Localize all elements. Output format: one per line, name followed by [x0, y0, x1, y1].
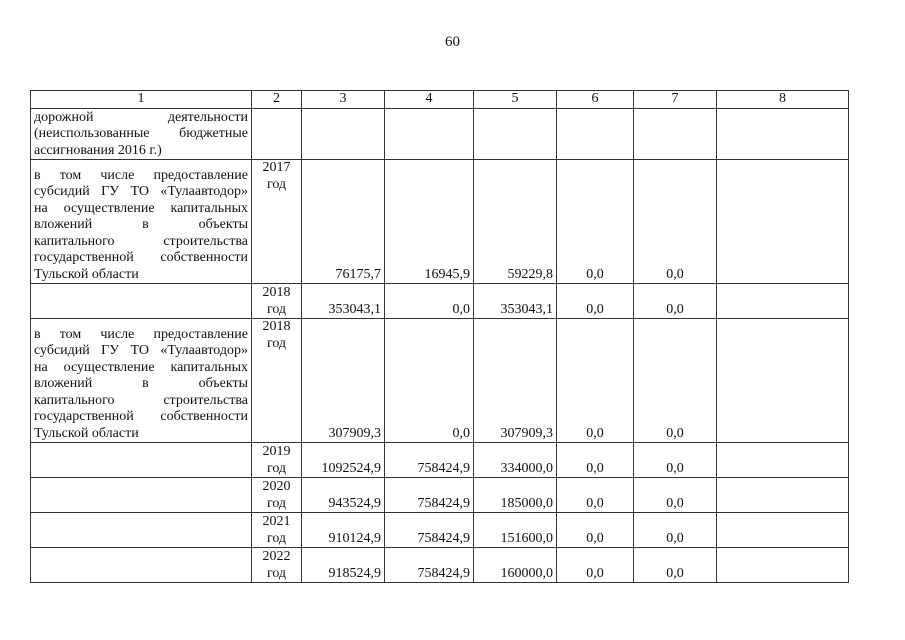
- description-line: ассигнования 2016 г.): [34, 142, 162, 158]
- description-line: вложений в объекты: [34, 376, 248, 391]
- value-cell-c8: [717, 443, 849, 478]
- description-line: в том числе предоставление: [34, 326, 248, 342]
- value-cell-c3: 1092524,9: [302, 443, 385, 478]
- row-year: [252, 109, 302, 160]
- description-line: государственной собственности: [34, 250, 248, 265]
- value-cell-c6: 0,0: [557, 160, 634, 284]
- value-cell-c5: 353043,1: [474, 284, 557, 319]
- column-header: 2: [252, 91, 302, 109]
- value-cell-c3: 307909,3: [302, 319, 385, 443]
- value-cell-c6: 0,0: [557, 548, 634, 583]
- value-cell-c3: 918524,9: [302, 548, 385, 583]
- value-cell-c6: [557, 109, 634, 160]
- value-cell-c6: 0,0: [557, 478, 634, 513]
- description-line: Тульской области: [34, 425, 139, 441]
- value-cell-c4: 16945,9: [385, 160, 474, 284]
- row-year: 2017 год: [252, 160, 302, 284]
- description-line: на осуществление капитальных: [34, 359, 248, 375]
- value-cell-c7: 0,0: [634, 160, 717, 284]
- value-cell-c8: [717, 284, 849, 319]
- column-header: 7: [634, 91, 717, 109]
- value-cell-c8: [717, 513, 849, 548]
- column-header: 3: [302, 91, 385, 109]
- value-cell-c8: [717, 548, 849, 583]
- description-line: (неиспользованные бюджетные: [34, 126, 248, 141]
- value-cell-c4: 758424,9: [385, 548, 474, 583]
- row-description: [31, 284, 252, 319]
- budget-table: [30, 90, 849, 583]
- row-description: [31, 319, 252, 443]
- row-year: 2020 год: [252, 478, 302, 513]
- value-cell-c5: [474, 109, 557, 160]
- value-cell-c4: 0,0: [385, 284, 474, 319]
- column-header: 5: [474, 91, 557, 109]
- value-cell-c4: 758424,9: [385, 513, 474, 548]
- table-row: [31, 160, 849, 284]
- value-cell-c7: 0,0: [634, 478, 717, 513]
- description-line: в том числе предоставление: [34, 167, 248, 183]
- description-line: капитального строительства: [34, 392, 248, 408]
- table-row: [31, 284, 849, 319]
- row-description: [31, 478, 252, 513]
- value-cell-c4: 758424,9: [385, 478, 474, 513]
- value-cell-c6: 0,0: [557, 513, 634, 548]
- value-cell-c6: 0,0: [557, 319, 634, 443]
- value-cell-c4: [385, 109, 474, 160]
- row-year: 2022 год: [252, 548, 302, 583]
- value-cell-c3: [302, 109, 385, 160]
- row-description: [31, 160, 252, 284]
- row-year: 2018 год: [252, 284, 302, 319]
- header-row: [31, 91, 849, 109]
- table-row: [31, 109, 849, 160]
- value-cell-c7: 0,0: [634, 443, 717, 478]
- table-row: [31, 478, 849, 513]
- column-header: 8: [717, 91, 849, 109]
- value-cell-c4: 0,0: [385, 319, 474, 443]
- value-cell-c7: [634, 109, 717, 160]
- value-cell-c5: 185000,0: [474, 478, 557, 513]
- value-cell-c5: 59229,8: [474, 160, 557, 284]
- value-cell-c6: 0,0: [557, 284, 634, 319]
- value-cell-c8: [717, 160, 849, 284]
- column-header: 6: [557, 91, 634, 109]
- description-line: вложений в объекты: [34, 217, 248, 232]
- row-description: [31, 109, 252, 160]
- description-line: Тульской области: [34, 266, 139, 282]
- row-description: [31, 548, 252, 583]
- page-number: 60: [445, 34, 460, 50]
- value-cell-c5: 334000,0: [474, 443, 557, 478]
- table-row: [31, 443, 849, 478]
- description-line: субсидий ГУ ТО «Тулаавтодор»: [34, 343, 248, 358]
- value-cell-c3: 76175,7: [302, 160, 385, 284]
- table-row: [31, 319, 849, 443]
- value-cell-c8: [717, 478, 849, 513]
- value-cell-c8: [717, 109, 849, 160]
- description-line: дорожной деятельности: [34, 109, 248, 125]
- table-row: [31, 548, 849, 583]
- value-cell-c3: 353043,1: [302, 284, 385, 319]
- value-cell-c7: 0,0: [634, 319, 717, 443]
- row-year: 2018 год: [252, 319, 302, 443]
- column-header: 1: [31, 91, 252, 109]
- value-cell-c5: 160000,0: [474, 548, 557, 583]
- value-cell-c4: 758424,9: [385, 443, 474, 478]
- value-cell-c8: [717, 319, 849, 443]
- column-header: 4: [385, 91, 474, 109]
- table-row: [31, 513, 849, 548]
- value-cell-c7: 0,0: [634, 548, 717, 583]
- description-line: капитального строительства: [34, 233, 248, 249]
- row-year: 2019 год: [252, 443, 302, 478]
- value-cell-c3: 943524,9: [302, 478, 385, 513]
- description-line: на осуществление капитальных: [34, 200, 248, 216]
- value-cell-c5: 307909,3: [474, 319, 557, 443]
- value-cell-c7: 0,0: [634, 513, 717, 548]
- value-cell-c5: 151600,0: [474, 513, 557, 548]
- row-year: 2021 год: [252, 513, 302, 548]
- value-cell-c3: 910124,9: [302, 513, 385, 548]
- row-description: [31, 443, 252, 478]
- row-description: [31, 513, 252, 548]
- value-cell-c6: 0,0: [557, 443, 634, 478]
- description-line: субсидий ГУ ТО «Тулаавтодор»: [34, 184, 248, 199]
- value-cell-c7: 0,0: [634, 284, 717, 319]
- description-line: государственной собственности: [34, 409, 248, 424]
